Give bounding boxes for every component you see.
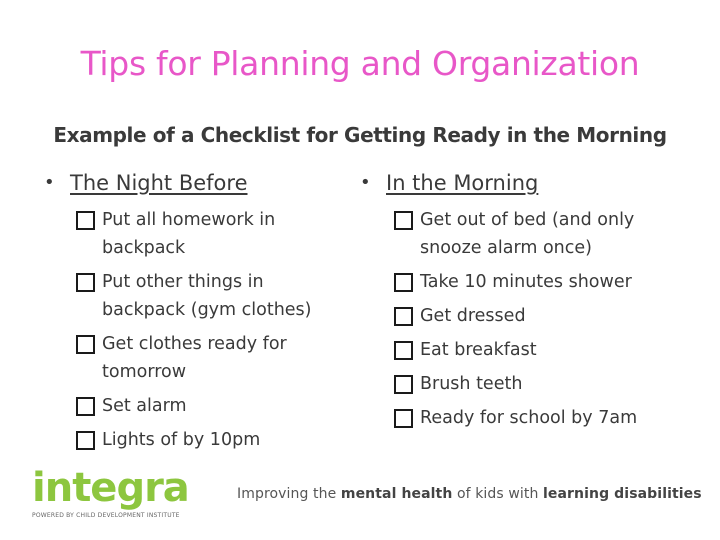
logo-tagline: POWERED BY CHILD DEVELOPMENT INSTITUTE (32, 512, 180, 519)
checkbox[interactable] (76, 335, 95, 354)
checklist-item: Put other things in backpack (gym clothes) (76, 268, 344, 324)
morning-column (360, 168, 700, 438)
bullet-icon: • (360, 172, 371, 193)
checkbox[interactable] (76, 431, 95, 450)
checkbox[interactable] (76, 397, 95, 416)
checklist-item: Get clothes ready for tomorrow (76, 330, 344, 386)
checklist-item: Ready for school by 7am (394, 404, 700, 432)
checklist-item: Get out of bed (and only snooze alarm once) (394, 206, 700, 262)
checkbox[interactable] (394, 273, 413, 292)
bullet-icon: • (44, 172, 55, 193)
morning-heading: • In the Morning (360, 168, 700, 198)
checklist-item: Set alarm (76, 392, 344, 420)
checklist-item: Take 10 minutes shower (394, 268, 700, 296)
night-before-column (44, 168, 344, 460)
checklist-item: Brush teeth (394, 370, 700, 398)
checkbox[interactable] (76, 273, 95, 292)
night-before-heading: • The Night Before (44, 168, 344, 198)
checkbox[interactable] (394, 341, 413, 360)
checklist-item: Lights of by 10pm (76, 426, 344, 454)
page-title: Tips for Planning and Organization (80, 44, 640, 83)
integra-logo (32, 466, 189, 519)
checklist-item: Get dressed (394, 302, 700, 330)
checkbox[interactable] (76, 211, 95, 230)
checklist-item: Put all homework in backpack (76, 206, 344, 262)
checkbox[interactable] (394, 211, 413, 230)
morning-list (394, 206, 700, 432)
footer-tagline: Improving the mental health of kids with learning disabilities (237, 486, 702, 502)
footer (0, 462, 720, 540)
logo-wordmark: integra (32, 465, 189, 511)
checkbox[interactable] (394, 375, 413, 394)
checklist-item: Eat breakfast (394, 336, 700, 364)
checkbox[interactable] (394, 409, 413, 428)
checklist-subtitle: Example of a Checklist for Getting Ready in the Morning (53, 123, 667, 147)
checkbox[interactable] (394, 307, 413, 326)
night-before-list (76, 206, 344, 454)
